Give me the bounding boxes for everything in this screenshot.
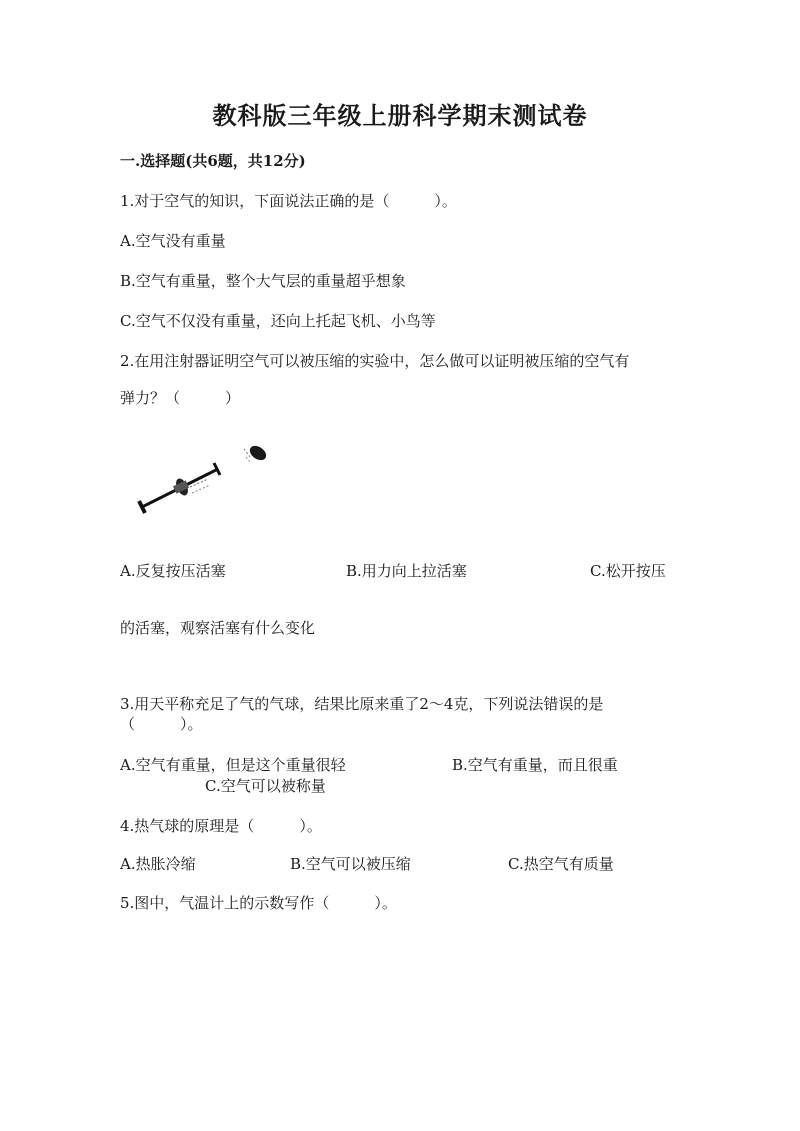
- question-1-stem: 1.对于空气的知识，下面说法正确的是（ ）。: [120, 192, 457, 210]
- question-1-option-c: C.空气不仅没有重量，还向上托起飞机、小鸟等: [120, 312, 436, 330]
- question-2-stem-line2: 弹力？（ ）: [120, 389, 241, 407]
- question-2-option-c-continued: 的活塞，观察活塞有什么变化: [120, 619, 316, 637]
- question-4-option-b: B.空气可以被压缩: [290, 855, 411, 873]
- question-2-option-c: C.松开按压: [590, 562, 666, 580]
- question-5-stem: 5.图中，气温计上的示数写作（ ）。: [120, 894, 397, 912]
- question-3-option-c: C.空气可以被称量: [205, 777, 326, 795]
- question-4-option-a: A.热胀冷缩: [120, 855, 196, 873]
- question-3-stem-line2: （ ）。: [120, 715, 203, 733]
- question-1-option-a: A.空气没有重量: [120, 232, 226, 250]
- syringe-illustration: [139, 443, 269, 513]
- page-title: 教科版三年级上册科学期末测试卷: [212, 101, 588, 130]
- question-3-stem-line1: 3.用天平称充足了气的气球，结果比原来重了2～4克，下列说法错误的是: [120, 695, 604, 713]
- question-2-option-b: B.用力向上拉活塞: [346, 562, 467, 580]
- question-1-option-b: B.空气有重量，整个大气层的重量超乎想象: [120, 272, 406, 290]
- question-2-stem-line1: 2.在用注射器证明空气可以被压缩的实验中，怎么做可以证明被压缩的空气有: [120, 352, 630, 370]
- question-4-option-c: C.热空气有质量: [508, 855, 614, 873]
- section-heading: 一.选择题(共6题，共12分): [120, 152, 306, 170]
- question-2-option-a: A.反复按压活塞: [120, 562, 226, 580]
- question-3-option-a: A.空气有重量，但是这个重量很轻: [120, 756, 346, 774]
- question-3-option-b: B.空气有重量，而且很重: [452, 756, 618, 774]
- question-4-stem: 4.热气球的原理是（ ）。: [120, 817, 322, 835]
- syringe-figure: [130, 435, 290, 525]
